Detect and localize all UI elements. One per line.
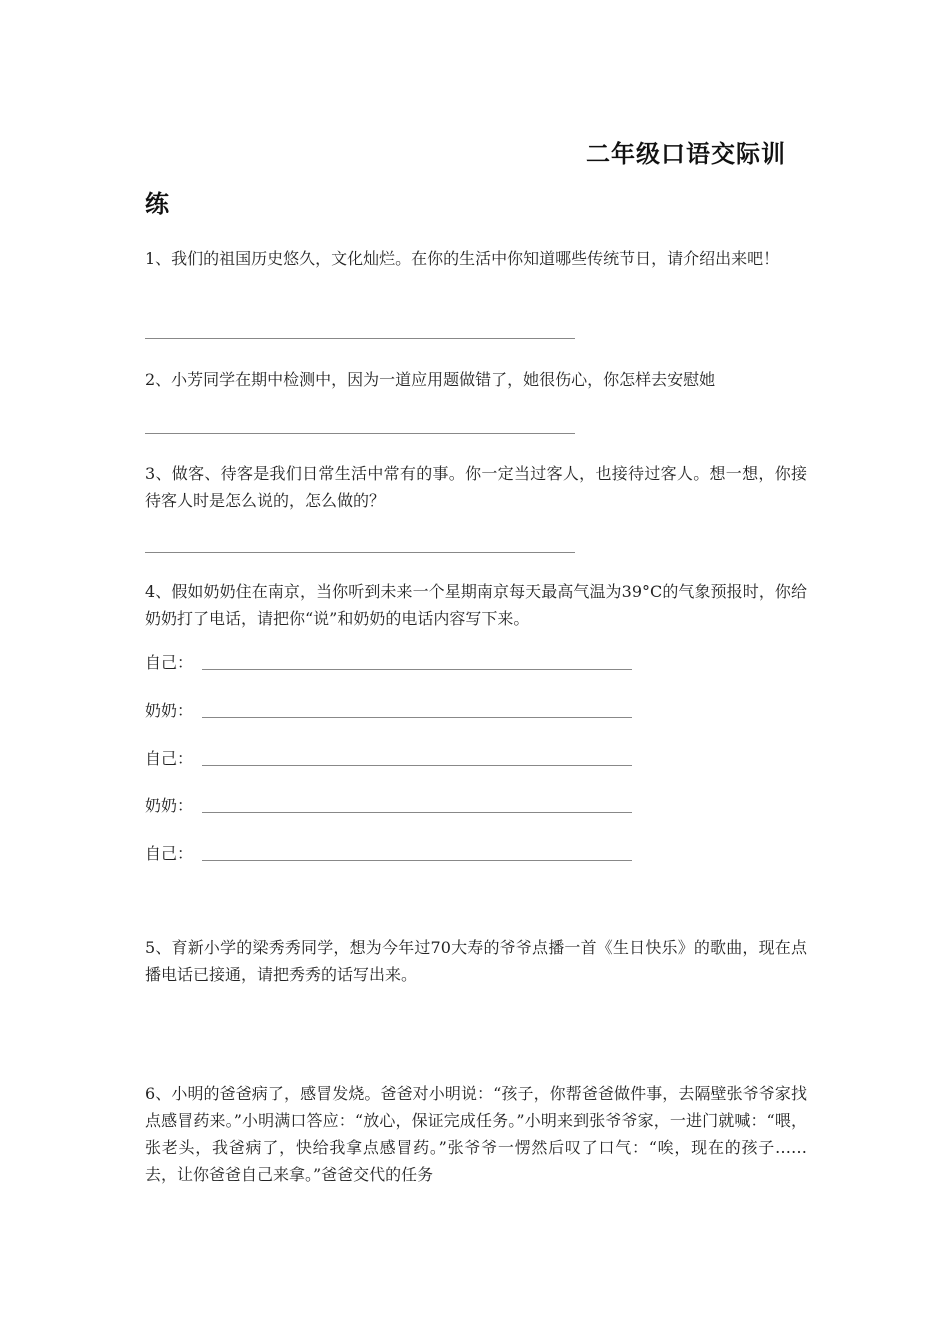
dialogue-answer-blank[interactable] bbox=[202, 717, 632, 718]
question-4: 4、假如奶奶住在南京，当你听到未来一个星期南京每天最高气温为39°C的气象预报时，你给奶奶打了电话，请把你“说”和奶奶的电话内容写下来。 bbox=[145, 582, 807, 628]
dialogue-speaker-label: 奶奶： bbox=[145, 701, 194, 720]
answer-line-1[interactable] bbox=[145, 338, 575, 339]
dialogue-speaker-label: 自己： bbox=[145, 653, 194, 672]
dialogue-answer-blank[interactable] bbox=[202, 812, 632, 813]
dialogue-line bbox=[145, 652, 193, 674]
dialogue-line bbox=[145, 795, 193, 817]
dialogue-answer-blank[interactable] bbox=[202, 860, 632, 861]
question-5: 5、育新小学的梁秀秀同学，想为今年过70大寿的爷爷点播一首《生日快乐》的歌曲，现在点播电话已接通，请把秀秀的话写出来。 bbox=[145, 938, 807, 984]
question-3: 3、做客、待客是我们日常生活中常有的事。你一定当过客人，也接待过客人。想一想，你接待客人时是怎么说的，怎么做的？ bbox=[145, 464, 807, 510]
dialogue-speaker-label: 奶奶： bbox=[145, 796, 194, 815]
answer-line-3[interactable] bbox=[145, 552, 575, 553]
dialogue-speaker-label: 自己： bbox=[145, 749, 194, 768]
dialogue-speaker-label: 自己： bbox=[145, 844, 194, 863]
question-6: 6、小明的爸爸病了，感冒发烧。爸爸对小明说：“孩子，你帮爸爸做件事，去隔壁张爷爷家找点感冒药来。”小明满口答应：“放心，保证完成任务。”小明来到张爷爷家，一进门就喊：“喂，张老头，我爸病了，快给我拿点感冒药。”张爷爷一愣然后叹了口气：“唉，现在的孩子……去，让你爸爸自己来拿。”爸爸交代的任务 bbox=[145, 1084, 807, 1184]
dialogue-line bbox=[145, 748, 193, 770]
dialogue-line bbox=[145, 700, 193, 722]
page-title-continued: 练 bbox=[145, 189, 169, 218]
dialogue-line bbox=[145, 843, 193, 865]
answer-line-2[interactable] bbox=[145, 433, 575, 434]
question-2: 2、小芳同学在期中检测中，因为一道应用题做错了，她很伤心，你怎样去安慰她 bbox=[145, 370, 716, 389]
question-1: 1、我们的祖国历史悠久，文化灿烂。在你的生活中你知道哪些传统节日，请介绍出来吧！ bbox=[145, 249, 780, 268]
page-title: 二年级口语交际训 bbox=[586, 139, 786, 168]
dialogue-answer-blank[interactable] bbox=[202, 669, 632, 670]
dialogue-answer-blank[interactable] bbox=[202, 765, 632, 766]
